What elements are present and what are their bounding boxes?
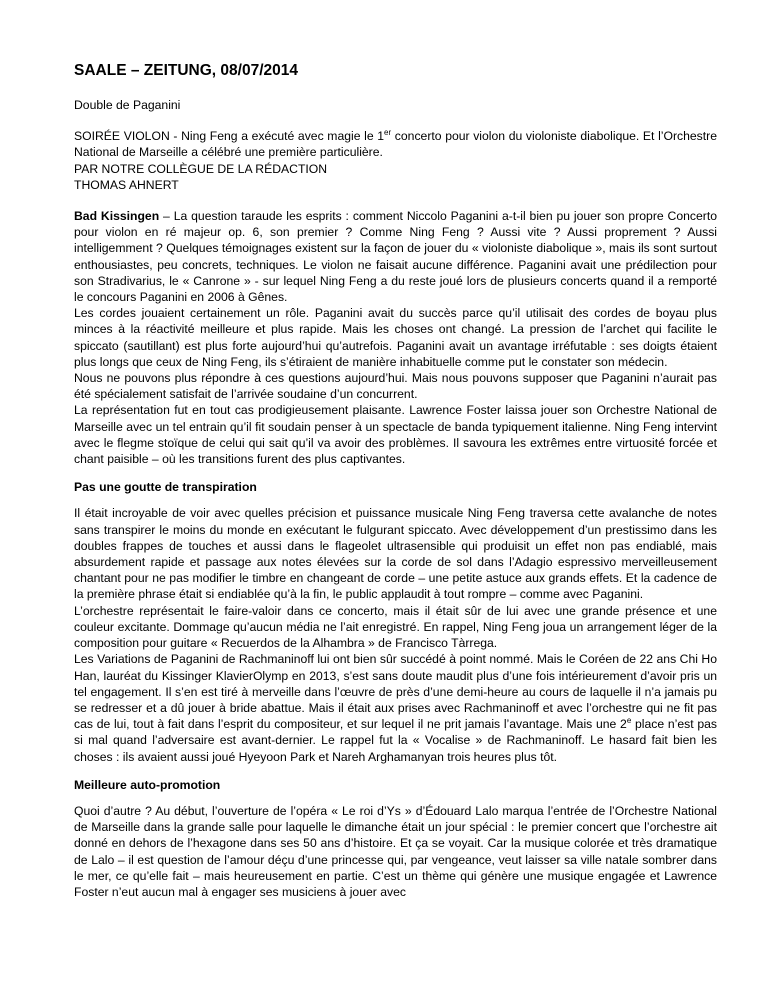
- body-paragraph-4: La représentation fut en tout cas prodigieusement plaisante. Lawrence Foster laissa jouer son Orchestre National de Marseille avec un tel entrain qu’il fit soudain penser à un spectacle de banda typiquement italienne. Ning Feng intervint avec le flegme stoïque de celui qui sait qu’il va avoir des problèmes. Il savoura les extrêmes entre virtuosité forcée et chant paisible – où les transitions furent des plus captivantes.: [74, 403, 717, 467]
- body-paragraph-5: Il était incroyable de voir avec quelles précision et puissance musicale Ning Feng traversa cette avalanche de notes sans transpirer le moins du monde en exécutant le fulgurant spiccato. Avec développement d’un prestissimo dans les doubles frappes de touches et aussi dans le flageolet ultrasensible qui produisit un effet non pas endiablé, mais absurdement rapide et passage aux notes élevées sur la corde de sol dans l’Adagio espressivo merveilleusement chantant pour ne pas modifier le timbre en changeant de corde – une petite astuce aux grands effets. Et la cadence de la première phrase était si endiablée qu’à la fin, le public applaudit à tout rompre – comme avec Paganini.: [74, 506, 717, 602]
- body-paragraph-7: [74, 651, 717, 764]
- article-title: SAALE – ZEITUNG, 08/07/2014: [74, 62, 298, 79]
- body-paragraph-8: Quoi d’autre ? Au début, l’ouverture de l’opéra « Le roi d’Ys » d’Édouard Lalo marqua l’entrée de l’Orchestre National de Marseille dans la grande salle pour laquelle le dimanche était un jour spécial : le premier concert que l’orchestre ait donné en dehors de l’hexagone dans ses 50 ans d’histoire. Et ça se voyait. Car la musique colorée et très dramatique de Lalo – il est question de l’amour déçu d’une princesse qui, par vengeance, veut laisser sa ville natale sombrer dans le mer, ce qu’elle fait – mais heureusement en partie. C’est un thème qui génère une musique engagée et Lawrence Foster n’eut aucun mal à engager ses musiciens à jouer avec: [74, 803, 717, 899]
- lead-text-end: concerto pour violon du violoniste diabolique. Et l’Orchestre National de Marseille a célébré une première particulière.: [74, 129, 717, 160]
- dateline: Bad Kissingen: [74, 209, 160, 224]
- body-paragraph-3: Nous ne pouvons plus répondre à ces questions aujourd’hui. Mais nous pouvons supposer que Paganini n’aurait pas été spécialement satisfait de l’arrivée soudaine d’un concurrent.: [74, 371, 717, 402]
- body-paragraph-6: L’orchestre représentait le faire-valoir dans ce concerto, mais il était sûr de lui avec une grande présence et une couleur excitante. Dommage qu’aucun média ne l’ait enregistré. En rappel, Ning Feng joua un arrangement léger de la composition pour guitare « Recuerdos de la Alhambra » de Francisco Tàrrega.: [74, 603, 717, 651]
- paragraph-7-text-start: Les Variations de Paganini de Rachmaninoff lui ont bien sûr succédé à point nommé. Mais le Coréen de 22 ans Chi Ho Han, lauréat du Kissinger KlavierOlymp en 2013, s’est sans doute maudit plus d’une fois intérieurement d’avoir pris un tel engagement. Il s’en est tiré à merveille dans l’œuvre de près d’une demi-heure au cours de laquelle il n’a jamais pu se redresser et a dû jouer à bride abattue. Mais il était aux prises avec Rachmaninoff et avec l’orchestre qui ne fit pas cas de lui, tout à fait dans l’esprit du compositeur, et sur lequel il ne prit jamais l’avantage. Mais une 2: [74, 652, 717, 732]
- lead-text-start: SOIRÉE VIOLON - Ning Feng a exécuté avec magie le 1: [74, 129, 385, 144]
- body-paragraph-2: Les cordes jouaient certainement un rôle. Paganini avait du succès parce qu’il utilisait des cordes de boyau plus minces à la réactivité meilleure et plus rapide. Mais les choses ont changé. La pression de l’archet qui facilite le spiccato (sautillant) est plus forte aujourd’hui qu’autrefois. Paganini avait un avantage irréfutable : ses doigts étaient plus longs que ceux de Ning Feng, ils s’étiraient de manière inhabituelle comme put le constater son médecin.: [74, 306, 717, 369]
- paragraph-7-text-end: place n’est pas si mal quand l’adversaire est avant-dernier. Le rappel fut la « Vocalise » de Rachmaninoff. Le hasard fait bien les choses : ils avaient aussi joué Hyeyoon Park et Nareh Arghamanyan trois heures plus tôt.: [74, 717, 717, 764]
- body-paragraph-1: [74, 208, 717, 305]
- section-heading-1: Pas une goutte de transpiration: [74, 480, 257, 495]
- paragraph-7-superscript: e: [626, 716, 632, 726]
- byline-line-2: THOMAS AHNERT: [74, 177, 179, 192]
- paragraph-1-text: – La question taraude les esprits : comment Niccolo Paganini a-t-il bien pu jouer son propre Concerto pour violon en ré majeur op. 6, son premier ? Comme Ning Feng ? Aussi vite ? Aussi proprement ? Aussi intelligemment ? Quelques témoignages existent sur la façon de jouer du « violoniste diabolique », mais ils sont surtout enthousiastes, peu concrets, techniques. Le violon ne faisait aucune différence. Paganini avait une prédilection pour son Stradivarius, le « Canrone » - sur lequel Ning Feng a du reste joué lors de plusieurs concerts quand il a remporté le concours Paganini en 2006 à Gênes.: [74, 209, 717, 305]
- section-heading-2: Meilleure auto-promotion: [74, 777, 221, 792]
- byline-line-1: PAR NOTRE COLLÈGUE DE LA RÉDACTION: [74, 161, 328, 176]
- article-lead: [74, 128, 717, 160]
- lead-superscript: er: [384, 128, 392, 138]
- article-kicker: Double de Paganini: [74, 98, 181, 112]
